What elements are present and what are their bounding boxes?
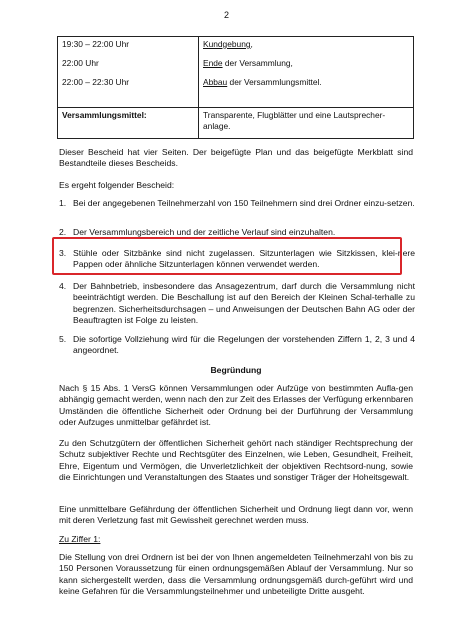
action-cell — [203, 77, 409, 88]
item-number: 4. — [59, 281, 67, 291]
intro-paragraph: Dieser Bescheid hat vier Seiten. Der beigefügte Plan und das beigefügte Merkblatt sind Bestandteile dieses Bescheids. — [59, 147, 413, 169]
highlight-box — [52, 237, 402, 275]
item-number: 3. — [59, 248, 67, 258]
action-cell — [203, 39, 409, 50]
means-value: Transparente, Flugblätter und eine Lautsprecher-anlage. — [199, 108, 414, 139]
means-label: Versammlungsmittel: — [58, 108, 199, 139]
decision-lead: Es ergeht folgender Bescheid: — [59, 180, 175, 190]
item-number: 1. — [59, 198, 67, 208]
action-rest: der Versammlungsmittel. — [227, 77, 322, 87]
schedule-times — [58, 37, 199, 108]
action-rest: , — [250, 39, 253, 49]
action-rest: der Versammlung, — [222, 58, 293, 68]
item-text: Stühle oder Sitzbänke sind nicht zugelassen. Sitzunterlagen wie Sitzkissen, klei-nere Pappen oder ähnliche Sitzunterlagen können verwendet werden. — [73, 248, 415, 270]
item-number: 5. — [59, 334, 67, 344]
action-cell — [203, 58, 409, 69]
reasons-heading: Begründung — [210, 365, 262, 375]
item-text: Die sofortige Vollziehung wird für die Regelungen der vorstehenden Ziffern 1, 2, 3 und 4 angeordnet. — [73, 334, 415, 356]
reasons-paragraph: Nach § 15 Abs. 1 VersG können Versammlungen oder Aufzüge von bestimmten Aufla-gen abhängig gemacht werden, wenn nach den zur Zeit des Erlasses der Verfügung erkennbaren Umständen die öffentliche Sicherheit oder Ordnung bei der Durführung der Versammlung oder Aufzuges unmittelbar gefährdet ist. — [59, 383, 414, 428]
section-paragraph: Die Stellung von drei Ordnern ist bei der von Ihnen angemeldeten Teilnehmerzahl von bis zu 150 Personen Voraussetzung für einen ordnungsgemäßen Ablauf der Versammlung. Nur so kann sichergestellt werden, dass die Versammlung ordnungsgemäß durch-geführt wird und keine Gefahren für die Versammlungsteilnehmer und unbeteiligte Dritte ausgeht. — [59, 552, 413, 597]
item-number: 2. — [59, 227, 67, 237]
time-cell: 22:00 – 22:30 Uhr — [62, 77, 130, 87]
item-text: Der Versammlungsbereich und der zeitliche Verlauf sind einzuhalten. — [73, 227, 336, 237]
item-text: Der Bahnbetrieb, insbesondere das Ansagezentrum, darf durch die Versammlung nicht beeinträchtigt werden. Die Beschallung ist auf den Bereich der Kleinen Schal-terhalle zu begrenzen. Sicherheitsdurchsagen – und Anweisungen der Deutschen Bahn AG oder der Beauftragten ist Folge zu leisten. — [73, 281, 415, 326]
page-number: 2 — [223, 10, 229, 20]
time-cell: 19:30 – 22:00 Uhr — [62, 39, 130, 49]
section-title: Zu Ziffer 1: — [59, 534, 101, 544]
time-cell: 22:00 Uhr — [62, 58, 99, 68]
list-item — [59, 198, 415, 209]
reasons-paragraph: Zu den Schutzgütern der öffentlichen Sicherheit gehört nach ständiger Rechtsprechung der Schutz subjektiver Rechte und Rechtsgüter des Einzelnen, wie Leben, Gesundheit, Freiheit, Ehre, Eigentum und Vermögen, die Unverletzlichkeit der objektiven Rechtsord-nung, sowie die Einrichtungen und Veranstaltungen des Staates und sonstiger Träger der Hoheitsgewalt. — [59, 438, 413, 483]
means-row — [58, 108, 414, 139]
list-item — [59, 281, 415, 327]
item-text: Bei der angegebenen Teilnehmerzahl von 150 Teilnehmern sind drei Ordner einzu-setzen. — [73, 198, 415, 208]
schedule-row — [58, 37, 414, 108]
action-keyword: Kundgebung — [203, 39, 251, 49]
reasons-paragraph: Eine unmittelbare Gefährdung der öffentlichen Sicherheit und Ordnung liegt dann vor, wenn mit deren Verletzung fast mit Gewissheit gerechnet werden muss. — [59, 504, 413, 526]
schedule-actions — [199, 37, 414, 108]
action-keyword: Ende — [203, 58, 223, 68]
schedule-table — [57, 36, 414, 139]
action-keyword: Abbau — [203, 77, 228, 87]
list-item — [59, 334, 415, 357]
